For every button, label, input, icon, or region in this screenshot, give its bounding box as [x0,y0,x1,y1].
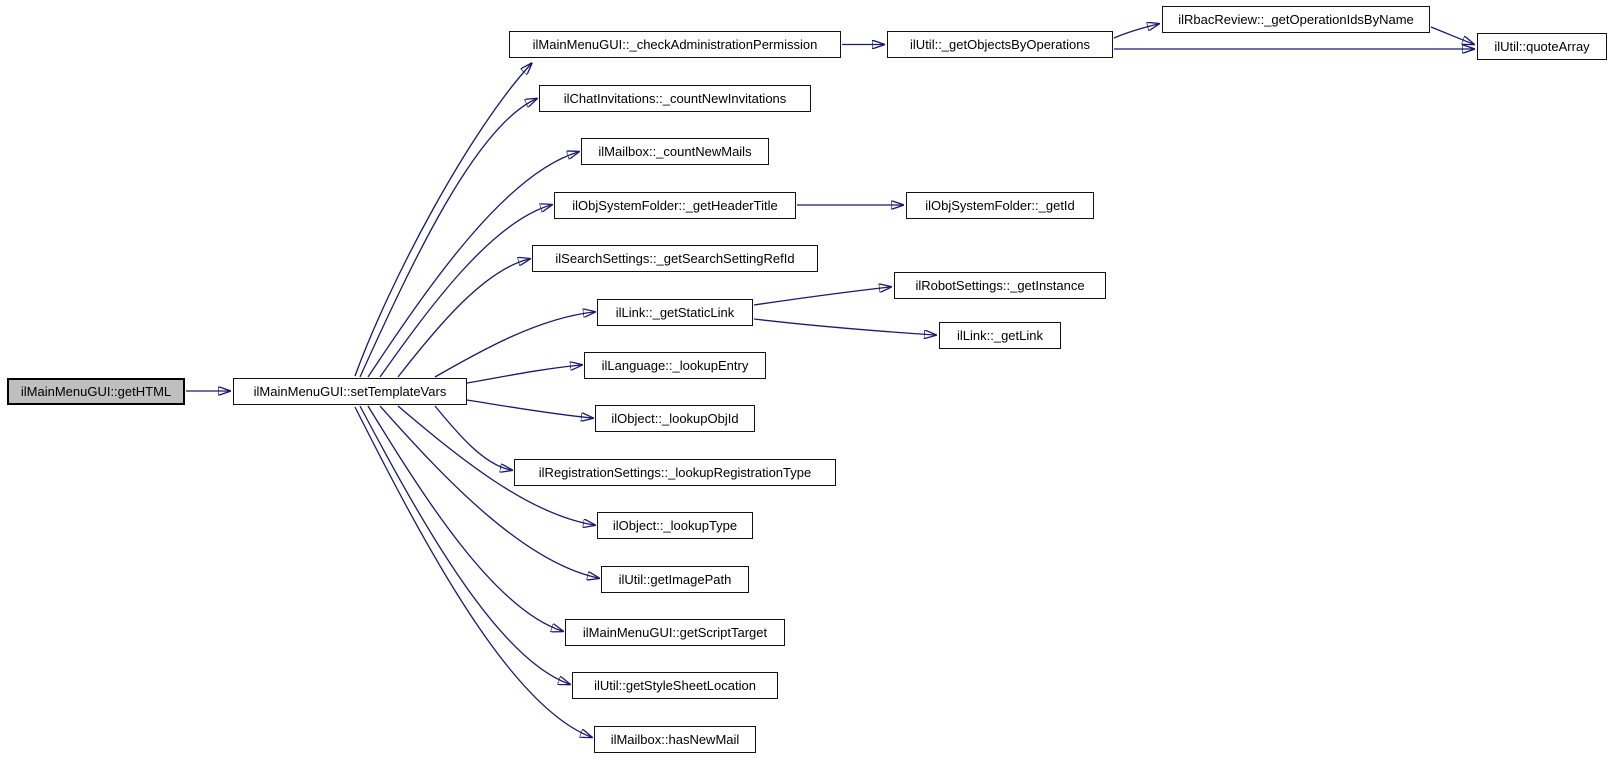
node-get-operation-ids-by-name[interactable]: ilRbacReview::_getOperationIdsByName [1162,6,1430,33]
node-lookup-type[interactable]: ilObject::_lookupType [597,512,753,539]
node-get-html: ilMainMenuGUI::getHTML [7,378,185,405]
edge-settemplatevars-to-lookup-obj-id [467,400,592,418]
node-lookup-entry[interactable]: ilLanguage::_lookupEntry [584,352,766,379]
node-get-link[interactable]: ilLink::_getLink [939,322,1061,349]
node-quote-array[interactable]: ilUtil::quoteArray [1477,33,1607,60]
node-get-static-link[interactable]: ilLink::_getStaticLink [597,299,753,326]
node-has-new-mail[interactable]: ilMailbox::hasNewMail [594,726,756,753]
edge-get-operation-ids-by-name-to-quote-array [1431,27,1473,44]
edge-get-static-link-to-get-link [754,319,935,335]
edge-settemplatevars-to-lookup-registration-type [435,406,511,470]
node-get-style-sheet-location[interactable]: ilUtil::getStyleSheetLocation [572,672,778,699]
node-get-search-setting-ref-id[interactable]: ilSearchSettings::_getSearchSettingRefId [532,245,818,272]
edge-settemplatevars-to-lookup-entry [467,365,581,383]
edge-get-objects-by-operations-to-get-operation-ids-by-name [1114,24,1158,38]
edge-get-static-link-to-get-instance [754,287,890,305]
node-lookup-obj-id[interactable]: ilObject::_lookupObjId [595,405,755,432]
node-set-template-vars[interactable]: ilMainMenuGUI::setTemplateVars [233,378,467,405]
edge-settemplatevars-to-has-new-mail [355,407,591,737]
edge-settemplatevars-to-get-header-title [380,205,551,377]
node-check-administration-permission[interactable]: ilMainMenuGUI::_checkAdministrationPermission [509,31,841,58]
edge-settemplatevars-to-count-new-invitations [360,99,536,377]
node-get-image-path[interactable]: ilUtil::getImagePath [601,566,749,593]
edge-settemplatevars-to-get-search-setting-ref-id [398,259,529,377]
node-get-header-title[interactable]: ilObjSystemFolder::_getHeaderTitle [554,192,796,219]
node-get-id[interactable]: ilObjSystemFolder::_getId [906,192,1094,219]
node-get-instance[interactable]: ilRobotSettings::_getInstance [894,272,1106,299]
edge-settemplatevars-to-get-static-link [435,312,594,377]
node-get-script-target[interactable]: ilMainMenuGUI::getScriptTarget [565,619,785,646]
edge-settemplatevars-to-get-image-path [380,406,598,578]
node-lookup-registration-type[interactable]: ilRegistrationSettings::_lookupRegistrationType [514,459,836,486]
edge-settemplatevars-to-get-style-sheet-location [360,406,569,684]
node-count-new-invitations[interactable]: ilChatInvitations::_countNewInvitations [539,85,811,112]
node-count-new-mails[interactable]: ilMailbox::_countNewMails [581,138,769,165]
node-get-objects-by-operations[interactable]: ilUtil::_getObjectsByOperations [887,31,1113,58]
